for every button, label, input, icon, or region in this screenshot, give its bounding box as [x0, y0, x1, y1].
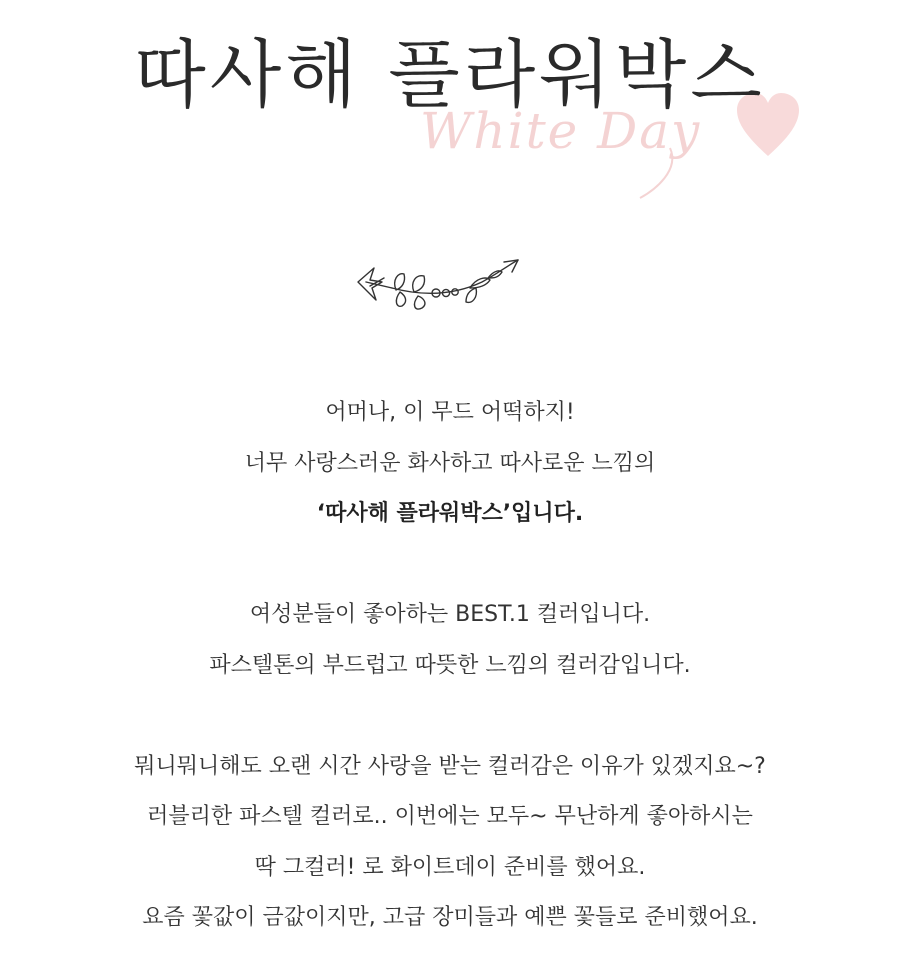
page-title: 따사해 플라워박스	[134, 32, 766, 118]
text-line: 러블리한 파스텔 컬러로.. 이번에는 모두~ 무난하게 좋아하시는	[147, 804, 753, 829]
arrow-vine-ornament-icon	[352, 252, 524, 316]
text-line: 뭐니뭐니해도 오랜 시간 사랑을 받는 컬러감은 이유가 있겠지요~?	[134, 753, 766, 779]
paragraph-gap	[0, 691, 900, 742]
title-section	[0, 0, 900, 230]
text-line: 딱 그컬러! 로 화이트데이 준비를 했어요.	[254, 854, 646, 880]
text-line: 요즘 꽃값이 금값이지만, 고급 장미들과 예쁜 꽃들로 준비했어요.	[142, 905, 758, 930]
product-name-line: ‘따사해 플라워박스’입니다.	[316, 501, 584, 526]
description-text	[0, 388, 900, 944]
watermark-text: White Day	[420, 102, 702, 160]
text-line: 여성분들이 좋아하는 BEST.1 컬러입니다.	[249, 602, 651, 627]
text-line: 파스텔톤의 부드럽고 따뜻한 느낌의 컬러감입니다.	[209, 652, 691, 678]
text-line: 어머나, 이 무드 어떡하지!	[325, 400, 575, 425]
text-line: 너무 사랑스러운 화사하고 따사로운 느낌의	[244, 450, 656, 476]
paragraph-gap	[0, 540, 900, 591]
